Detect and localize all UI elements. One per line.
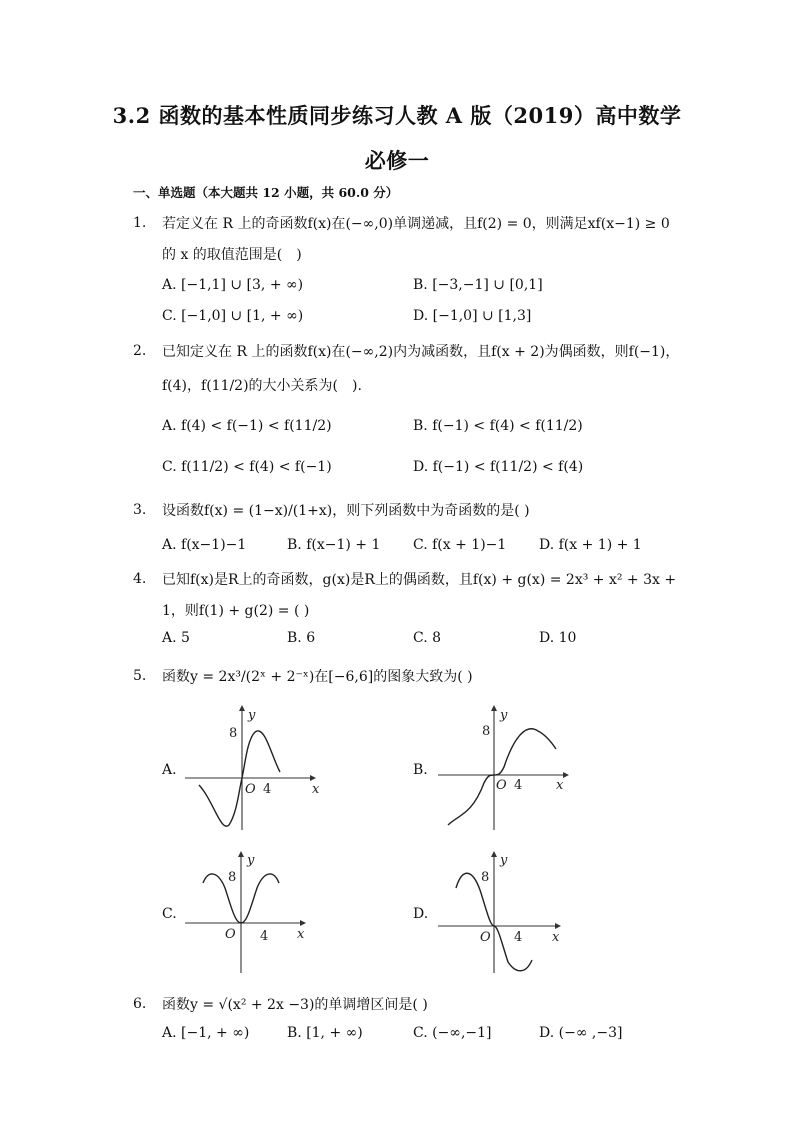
origin-label: O <box>225 927 236 942</box>
question-6-option-c[interactable]: C. (−∞,−1] <box>413 1025 492 1041</box>
x-label: x <box>552 930 560 945</box>
question-5-option-a[interactable]: A. <box>162 762 177 778</box>
x-axis-arrow-icon <box>310 775 316 781</box>
question-3-text: 设函数f(x) = (1−x)/(1+x)，则下列函数中为奇函数的是( ) <box>162 503 530 519</box>
question-1-option-b[interactable]: B. [−3,−1] ∪ [0,1] <box>413 277 543 293</box>
question-1-text-line1: 若定义在 R 上的奇函数f(x)在(−∞,0)单调递减，且f(2) = 0，则满足xf(x−1) ≥ 0 <box>162 216 670 232</box>
y-label: y <box>248 708 256 723</box>
tick-label-8: 8 <box>482 724 491 739</box>
question-2-option-c[interactable]: C. f(11/2) < f(4) < f(−1) <box>162 459 332 475</box>
question-4-text-line1: 已知f(x)是R上的奇函数，g(x)是R上的偶函数，且f(x) + g(x) = 2x³ + x² + 3x + <box>162 572 677 588</box>
question-4-text-line2: 1，则f(1) + g(2) = ( ) <box>162 603 310 619</box>
graph-b[interactable] <box>438 705 568 835</box>
section-heading: 一、单选题（本大题共 12 小题，共 60.0 分） <box>133 185 399 200</box>
question-3-option-c[interactable]: C. f(x + 1)−1 <box>413 537 507 553</box>
question-2-text-line2: f(4)，f(11/2)的大小关系为( ). <box>162 378 362 394</box>
question-3-option-d[interactable]: D. f(x + 1) + 1 <box>539 537 642 553</box>
graph-a[interactable] <box>185 705 320 835</box>
question-6-option-a[interactable]: A. [−1, + ∞) <box>162 1025 250 1041</box>
page-title-line2: 必修一 <box>364 148 430 173</box>
question-2-number: 2. <box>133 343 147 359</box>
tick-label-4: 4 <box>514 930 523 945</box>
question-1-option-a[interactable]: A. [−1,1] ∪ [3, + ∞) <box>162 277 304 293</box>
question-5-number: 5. <box>133 668 147 684</box>
origin-label: O <box>480 930 491 945</box>
question-6-number: 6. <box>133 996 147 1012</box>
question-5-option-b[interactable]: B. <box>413 762 428 778</box>
graph-d[interactable] <box>438 848 568 978</box>
tick-label-4: 4 <box>260 929 269 944</box>
question-1-option-d[interactable]: D. [−1,0] ∪ [1,3] <box>413 308 532 324</box>
question-3-number: 3. <box>133 502 147 518</box>
tick-label-8: 8 <box>481 870 490 885</box>
y-axis-arrow-icon <box>239 705 245 711</box>
curve-b <box>448 729 556 825</box>
x-label: x <box>312 782 320 797</box>
y-axis-arrow-icon <box>491 851 497 857</box>
question-4-option-b[interactable]: B. 6 <box>287 630 316 646</box>
question-3-option-a[interactable]: A. f(x−1)−1 <box>162 537 247 553</box>
question-6-text: 函数y = √(x² + 2x −3)的单调增区间是( ) <box>162 997 428 1013</box>
question-3-option-b[interactable]: B. f(x−1) + 1 <box>287 537 381 553</box>
tick-label-4: 4 <box>514 778 523 793</box>
question-6-option-d[interactable]: D. (−∞ ,−3] <box>539 1025 623 1041</box>
question-1-number: 1. <box>133 215 147 231</box>
question-2-option-b[interactable]: B. f(−1) < f(4) < f(11/2) <box>413 418 583 434</box>
tick-label-8: 8 <box>228 870 237 885</box>
x-axis-arrow-icon <box>563 772 569 778</box>
question-2-option-d[interactable]: D. f(−1) < f(11/2) < f(4) <box>413 459 584 475</box>
question-4-option-c[interactable]: C. 8 <box>413 630 442 646</box>
x-label: x <box>556 778 564 793</box>
graph-c[interactable] <box>185 848 315 978</box>
y-label: y <box>247 853 255 868</box>
y-label: y <box>500 853 508 868</box>
y-axis-arrow-icon <box>491 705 497 711</box>
question-4-option-d[interactable]: D. 10 <box>539 630 577 646</box>
tick-label-8: 8 <box>229 726 238 741</box>
x-axis-arrow-icon <box>300 920 306 926</box>
question-5-option-d[interactable]: D. <box>413 906 429 922</box>
question-4-option-a[interactable]: A. 5 <box>162 630 190 646</box>
question-5-text: 函数y = 2x³/(2ˣ + 2⁻ˣ)在[−6,6]的图象大致为( ) <box>162 669 473 685</box>
y-axis-arrow-icon <box>238 851 244 857</box>
tick-label-4: 4 <box>263 782 272 797</box>
curve-a <box>199 731 280 826</box>
question-4-number: 4. <box>133 571 147 587</box>
question-2-text-line1: 已知定义在 R 上的函数f(x)在(−∞,2)内为减函数，且f(x + 2)为偶函数，则f(−1)， <box>162 344 680 360</box>
question-2-option-a[interactable]: A. f(4) < f(−1) < f(11/2) <box>162 418 332 434</box>
x-label: x <box>297 927 305 942</box>
question-6-option-b[interactable]: B. [1, + ∞) <box>287 1025 363 1041</box>
origin-label: O <box>245 782 256 797</box>
page-title: 3.2 函数的基本性质同步练习人教 A 版（2019）高中数学 <box>112 103 682 128</box>
question-1-option-c[interactable]: C. [−1,0] ∪ [1, + ∞) <box>162 308 304 324</box>
y-label: y <box>500 708 508 723</box>
x-axis-arrow-icon <box>555 923 561 929</box>
question-1-text-line2: 的 x 的取值范围是( ) <box>162 247 302 263</box>
origin-label: O <box>496 778 507 793</box>
question-5-option-c[interactable]: C. <box>162 906 177 922</box>
